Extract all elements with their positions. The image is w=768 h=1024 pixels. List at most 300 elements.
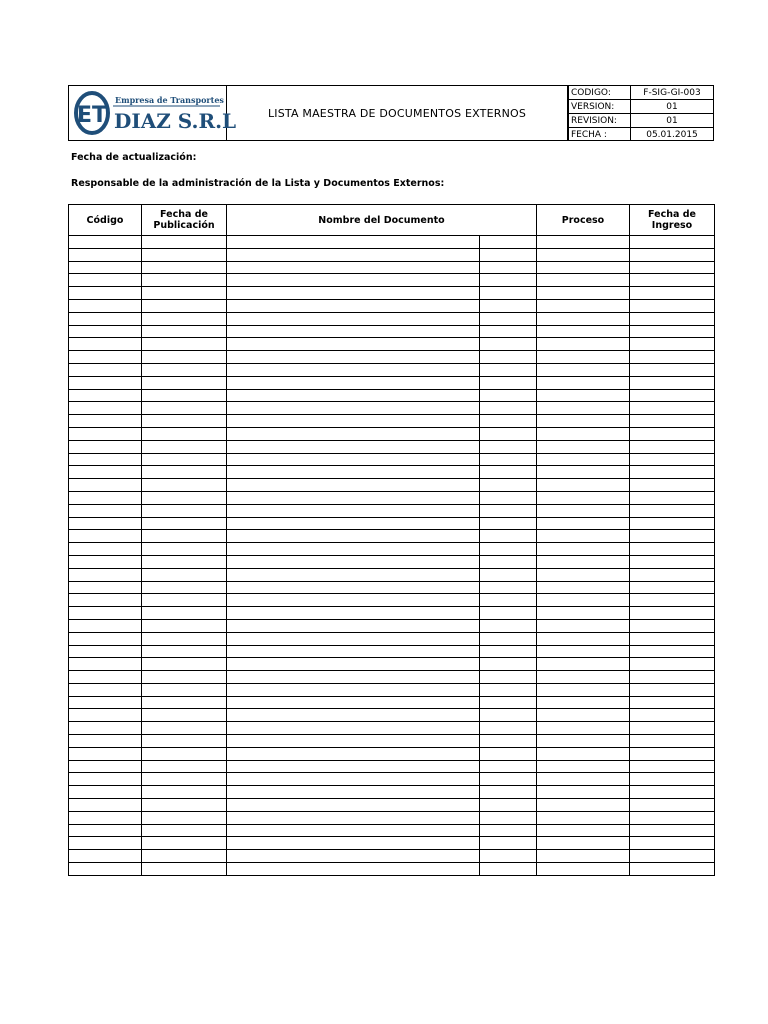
table-cell[interactable] bbox=[630, 722, 715, 735]
table-cell[interactable] bbox=[142, 581, 227, 594]
table-cell[interactable] bbox=[69, 709, 142, 722]
table-cell[interactable] bbox=[69, 594, 142, 607]
table-cell[interactable] bbox=[480, 466, 537, 479]
table-cell[interactable] bbox=[227, 850, 480, 863]
table-cell[interactable] bbox=[630, 530, 715, 543]
table-cell[interactable] bbox=[537, 722, 630, 735]
table-cell[interactable] bbox=[142, 619, 227, 632]
table-cell[interactable] bbox=[537, 747, 630, 760]
table-cell[interactable] bbox=[630, 248, 715, 261]
table-cell[interactable] bbox=[480, 351, 537, 364]
table-cell[interactable] bbox=[537, 479, 630, 492]
table-cell[interactable] bbox=[227, 863, 480, 876]
table-cell[interactable] bbox=[142, 376, 227, 389]
table-cell[interactable] bbox=[227, 722, 480, 735]
table-cell[interactable] bbox=[69, 747, 142, 760]
table-cell[interactable] bbox=[69, 735, 142, 748]
table-cell[interactable] bbox=[227, 773, 480, 786]
table-cell[interactable] bbox=[537, 453, 630, 466]
table-cell[interactable] bbox=[630, 683, 715, 696]
table-cell[interactable] bbox=[69, 261, 142, 274]
table-cell[interactable] bbox=[227, 799, 480, 812]
table-cell[interactable] bbox=[480, 440, 537, 453]
table-cell[interactable] bbox=[537, 863, 630, 876]
table-cell[interactable] bbox=[480, 811, 537, 824]
table-cell[interactable] bbox=[630, 479, 715, 492]
table-cell[interactable] bbox=[630, 837, 715, 850]
table-cell[interactable] bbox=[537, 683, 630, 696]
table-cell[interactable] bbox=[69, 619, 142, 632]
table-cell[interactable] bbox=[142, 863, 227, 876]
table-cell[interactable] bbox=[630, 747, 715, 760]
table-cell[interactable] bbox=[142, 299, 227, 312]
table-cell[interactable] bbox=[142, 402, 227, 415]
table-cell[interactable] bbox=[142, 696, 227, 709]
table-cell[interactable] bbox=[227, 338, 480, 351]
table-cell[interactable] bbox=[480, 338, 537, 351]
table-cell[interactable] bbox=[142, 389, 227, 402]
table-cell[interactable] bbox=[227, 261, 480, 274]
table-cell[interactable] bbox=[69, 351, 142, 364]
table-cell[interactable] bbox=[227, 632, 480, 645]
table-cell[interactable] bbox=[142, 837, 227, 850]
table-cell[interactable] bbox=[480, 325, 537, 338]
table-cell[interactable] bbox=[69, 696, 142, 709]
table-cell[interactable] bbox=[69, 402, 142, 415]
table-cell[interactable] bbox=[537, 811, 630, 824]
table-cell[interactable] bbox=[480, 261, 537, 274]
table-cell[interactable] bbox=[227, 594, 480, 607]
table-cell[interactable] bbox=[630, 415, 715, 428]
table-cell[interactable] bbox=[227, 760, 480, 773]
table-cell[interactable] bbox=[69, 504, 142, 517]
table-cell[interactable] bbox=[69, 645, 142, 658]
table-cell[interactable] bbox=[142, 466, 227, 479]
table-cell[interactable] bbox=[69, 479, 142, 492]
table-cell[interactable] bbox=[142, 645, 227, 658]
table-cell[interactable] bbox=[227, 671, 480, 684]
table-cell[interactable] bbox=[480, 312, 537, 325]
table-cell[interactable] bbox=[227, 453, 480, 466]
table-cell[interactable] bbox=[227, 555, 480, 568]
table-cell[interactable] bbox=[537, 530, 630, 543]
table-cell[interactable] bbox=[69, 683, 142, 696]
table-cell[interactable] bbox=[537, 274, 630, 287]
table-cell[interactable] bbox=[480, 850, 537, 863]
table-cell[interactable] bbox=[69, 325, 142, 338]
table-cell[interactable] bbox=[480, 594, 537, 607]
table-cell[interactable] bbox=[69, 338, 142, 351]
table-cell[interactable] bbox=[537, 581, 630, 594]
table-cell[interactable] bbox=[227, 517, 480, 530]
table-cell[interactable] bbox=[227, 491, 480, 504]
table-cell[interactable] bbox=[69, 466, 142, 479]
table-cell[interactable] bbox=[630, 632, 715, 645]
table-cell[interactable] bbox=[630, 389, 715, 402]
table-cell[interactable] bbox=[142, 453, 227, 466]
table-cell[interactable] bbox=[480, 607, 537, 620]
table-cell[interactable] bbox=[69, 363, 142, 376]
table-cell[interactable] bbox=[480, 517, 537, 530]
table-cell[interactable] bbox=[480, 709, 537, 722]
table-cell[interactable] bbox=[227, 363, 480, 376]
table-cell[interactable] bbox=[537, 709, 630, 722]
table-cell[interactable] bbox=[480, 645, 537, 658]
table-cell[interactable] bbox=[480, 389, 537, 402]
table-cell[interactable] bbox=[69, 274, 142, 287]
table-cell[interactable] bbox=[630, 824, 715, 837]
table-cell[interactable] bbox=[480, 568, 537, 581]
table-cell[interactable] bbox=[227, 287, 480, 300]
table-cell[interactable] bbox=[537, 837, 630, 850]
table-cell[interactable] bbox=[227, 645, 480, 658]
table-cell[interactable] bbox=[69, 299, 142, 312]
table-cell[interactable] bbox=[227, 312, 480, 325]
table-cell[interactable] bbox=[537, 312, 630, 325]
table-cell[interactable] bbox=[630, 786, 715, 799]
table-cell[interactable] bbox=[480, 760, 537, 773]
table-cell[interactable] bbox=[142, 440, 227, 453]
table-cell[interactable] bbox=[537, 325, 630, 338]
table-cell[interactable] bbox=[537, 248, 630, 261]
table-cell[interactable] bbox=[480, 555, 537, 568]
table-cell[interactable] bbox=[142, 709, 227, 722]
table-cell[interactable] bbox=[69, 248, 142, 261]
table-cell[interactable] bbox=[480, 287, 537, 300]
table-cell[interactable] bbox=[630, 402, 715, 415]
table-cell[interactable] bbox=[227, 479, 480, 492]
table-cell[interactable] bbox=[537, 389, 630, 402]
table-cell[interactable] bbox=[142, 850, 227, 863]
table-cell[interactable] bbox=[537, 440, 630, 453]
table-cell[interactable] bbox=[480, 683, 537, 696]
table-cell[interactable] bbox=[227, 543, 480, 556]
table-cell[interactable] bbox=[227, 696, 480, 709]
table-cell[interactable] bbox=[69, 427, 142, 440]
table-cell[interactable] bbox=[630, 671, 715, 684]
table-cell[interactable] bbox=[227, 274, 480, 287]
table-cell[interactable] bbox=[480, 863, 537, 876]
table-cell[interactable] bbox=[142, 735, 227, 748]
table-cell[interactable] bbox=[630, 466, 715, 479]
table-cell[interactable] bbox=[630, 696, 715, 709]
table-cell[interactable] bbox=[630, 440, 715, 453]
table-cell[interactable] bbox=[69, 415, 142, 428]
table-cell[interactable] bbox=[480, 274, 537, 287]
table-cell[interactable] bbox=[630, 363, 715, 376]
table-cell[interactable] bbox=[537, 671, 630, 684]
table-cell[interactable] bbox=[537, 299, 630, 312]
table-cell[interactable] bbox=[537, 517, 630, 530]
table-cell[interactable] bbox=[537, 543, 630, 556]
table-cell[interactable] bbox=[480, 453, 537, 466]
table-cell[interactable] bbox=[630, 236, 715, 249]
table-cell[interactable] bbox=[480, 299, 537, 312]
table-cell[interactable] bbox=[537, 236, 630, 249]
table-cell[interactable] bbox=[630, 773, 715, 786]
table-cell[interactable] bbox=[537, 658, 630, 671]
table-cell[interactable] bbox=[630, 760, 715, 773]
table-cell[interactable] bbox=[142, 760, 227, 773]
table-cell[interactable] bbox=[142, 607, 227, 620]
table-cell[interactable] bbox=[227, 389, 480, 402]
table-cell[interactable] bbox=[537, 824, 630, 837]
table-cell[interactable] bbox=[630, 312, 715, 325]
table-cell[interactable] bbox=[227, 376, 480, 389]
table-cell[interactable] bbox=[630, 811, 715, 824]
table-cell[interactable] bbox=[537, 786, 630, 799]
table-cell[interactable] bbox=[630, 274, 715, 287]
table-cell[interactable] bbox=[227, 683, 480, 696]
table-cell[interactable] bbox=[69, 760, 142, 773]
table-cell[interactable] bbox=[537, 645, 630, 658]
table-cell[interactable] bbox=[142, 555, 227, 568]
table-cell[interactable] bbox=[480, 773, 537, 786]
table-cell[interactable] bbox=[480, 376, 537, 389]
table-cell[interactable] bbox=[480, 696, 537, 709]
table-cell[interactable] bbox=[630, 658, 715, 671]
table-cell[interactable] bbox=[69, 287, 142, 300]
table-cell[interactable] bbox=[480, 427, 537, 440]
table-cell[interactable] bbox=[142, 363, 227, 376]
table-cell[interactable] bbox=[69, 453, 142, 466]
table-cell[interactable] bbox=[142, 632, 227, 645]
table-cell[interactable] bbox=[142, 799, 227, 812]
table-cell[interactable] bbox=[69, 568, 142, 581]
table-cell[interactable] bbox=[537, 555, 630, 568]
table-cell[interactable] bbox=[630, 709, 715, 722]
table-cell[interactable] bbox=[227, 440, 480, 453]
table-cell[interactable] bbox=[537, 338, 630, 351]
table-cell[interactable] bbox=[69, 581, 142, 594]
table-cell[interactable] bbox=[142, 811, 227, 824]
table-cell[interactable] bbox=[142, 504, 227, 517]
table-cell[interactable] bbox=[142, 312, 227, 325]
table-cell[interactable] bbox=[227, 811, 480, 824]
table-cell[interactable] bbox=[142, 722, 227, 735]
table-cell[interactable] bbox=[142, 786, 227, 799]
table-cell[interactable] bbox=[227, 402, 480, 415]
table-cell[interactable] bbox=[480, 415, 537, 428]
table-cell[interactable] bbox=[537, 632, 630, 645]
table-cell[interactable] bbox=[537, 607, 630, 620]
table-cell[interactable] bbox=[480, 722, 537, 735]
table-cell[interactable] bbox=[630, 645, 715, 658]
table-cell[interactable] bbox=[630, 735, 715, 748]
table-cell[interactable] bbox=[227, 299, 480, 312]
table-cell[interactable] bbox=[480, 747, 537, 760]
table-cell[interactable] bbox=[69, 658, 142, 671]
table-cell[interactable] bbox=[142, 287, 227, 300]
table-cell[interactable] bbox=[537, 594, 630, 607]
table-cell[interactable] bbox=[480, 658, 537, 671]
table-cell[interactable] bbox=[142, 248, 227, 261]
table-cell[interactable] bbox=[142, 671, 227, 684]
table-cell[interactable] bbox=[537, 773, 630, 786]
table-cell[interactable] bbox=[69, 850, 142, 863]
table-cell[interactable] bbox=[227, 581, 480, 594]
table-cell[interactable] bbox=[630, 581, 715, 594]
table-cell[interactable] bbox=[537, 351, 630, 364]
table-cell[interactable] bbox=[69, 376, 142, 389]
table-cell[interactable] bbox=[630, 351, 715, 364]
table-cell[interactable] bbox=[630, 325, 715, 338]
table-cell[interactable] bbox=[227, 530, 480, 543]
table-cell[interactable] bbox=[142, 683, 227, 696]
table-cell[interactable] bbox=[630, 287, 715, 300]
table-cell[interactable] bbox=[142, 773, 227, 786]
table-cell[interactable] bbox=[142, 479, 227, 492]
table-cell[interactable] bbox=[537, 799, 630, 812]
table-cell[interactable] bbox=[630, 850, 715, 863]
table-cell[interactable] bbox=[69, 555, 142, 568]
table-cell[interactable] bbox=[227, 466, 480, 479]
table-cell[interactable] bbox=[630, 607, 715, 620]
table-cell[interactable] bbox=[142, 491, 227, 504]
table-cell[interactable] bbox=[537, 287, 630, 300]
table-cell[interactable] bbox=[142, 415, 227, 428]
table-cell[interactable] bbox=[480, 504, 537, 517]
table-cell[interactable] bbox=[69, 811, 142, 824]
table-cell[interactable] bbox=[630, 594, 715, 607]
table-cell[interactable] bbox=[537, 376, 630, 389]
table-cell[interactable] bbox=[227, 607, 480, 620]
table-cell[interactable] bbox=[227, 619, 480, 632]
table-cell[interactable] bbox=[630, 299, 715, 312]
table-cell[interactable] bbox=[480, 236, 537, 249]
table-cell[interactable] bbox=[227, 325, 480, 338]
table-cell[interactable] bbox=[537, 402, 630, 415]
table-cell[interactable] bbox=[142, 236, 227, 249]
table-cell[interactable] bbox=[142, 274, 227, 287]
table-cell[interactable] bbox=[630, 427, 715, 440]
table-cell[interactable] bbox=[480, 786, 537, 799]
table-cell[interactable] bbox=[142, 594, 227, 607]
table-cell[interactable] bbox=[537, 427, 630, 440]
table-cell[interactable] bbox=[69, 543, 142, 556]
table-cell[interactable] bbox=[480, 248, 537, 261]
table-cell[interactable] bbox=[537, 415, 630, 428]
table-cell[interactable] bbox=[480, 402, 537, 415]
table-cell[interactable] bbox=[69, 517, 142, 530]
table-cell[interactable] bbox=[480, 799, 537, 812]
table-cell[interactable] bbox=[69, 722, 142, 735]
table-cell[interactable] bbox=[537, 466, 630, 479]
table-cell[interactable] bbox=[537, 568, 630, 581]
table-cell[interactable] bbox=[480, 363, 537, 376]
table-cell[interactable] bbox=[537, 261, 630, 274]
table-cell[interactable] bbox=[142, 568, 227, 581]
table-cell[interactable] bbox=[480, 619, 537, 632]
table-cell[interactable] bbox=[69, 530, 142, 543]
table-cell[interactable] bbox=[630, 261, 715, 274]
table-cell[interactable] bbox=[142, 747, 227, 760]
table-cell[interactable] bbox=[69, 632, 142, 645]
table-cell[interactable] bbox=[227, 504, 480, 517]
table-cell[interactable] bbox=[142, 261, 227, 274]
table-cell[interactable] bbox=[227, 747, 480, 760]
table-cell[interactable] bbox=[142, 530, 227, 543]
table-cell[interactable] bbox=[537, 363, 630, 376]
table-cell[interactable] bbox=[227, 427, 480, 440]
table-cell[interactable] bbox=[227, 786, 480, 799]
table-cell[interactable] bbox=[69, 491, 142, 504]
table-cell[interactable] bbox=[480, 479, 537, 492]
table-cell[interactable] bbox=[227, 658, 480, 671]
table-cell[interactable] bbox=[630, 799, 715, 812]
table-cell[interactable] bbox=[537, 696, 630, 709]
table-cell[interactable] bbox=[69, 863, 142, 876]
table-cell[interactable] bbox=[537, 619, 630, 632]
table-cell[interactable] bbox=[227, 837, 480, 850]
table-cell[interactable] bbox=[227, 735, 480, 748]
table-cell[interactable] bbox=[480, 824, 537, 837]
table-cell[interactable] bbox=[142, 543, 227, 556]
table-cell[interactable] bbox=[537, 491, 630, 504]
table-cell[interactable] bbox=[69, 389, 142, 402]
table-cell[interactable] bbox=[142, 325, 227, 338]
table-cell[interactable] bbox=[69, 236, 142, 249]
table-cell[interactable] bbox=[142, 517, 227, 530]
table-cell[interactable] bbox=[630, 863, 715, 876]
table-cell[interactable] bbox=[69, 773, 142, 786]
table-cell[interactable] bbox=[142, 338, 227, 351]
table-cell[interactable] bbox=[537, 504, 630, 517]
table-cell[interactable] bbox=[69, 671, 142, 684]
table-cell[interactable] bbox=[69, 799, 142, 812]
table-cell[interactable] bbox=[630, 376, 715, 389]
table-cell[interactable] bbox=[142, 824, 227, 837]
table-cell[interactable] bbox=[142, 351, 227, 364]
table-cell[interactable] bbox=[630, 543, 715, 556]
table-cell[interactable] bbox=[227, 415, 480, 428]
table-cell[interactable] bbox=[537, 850, 630, 863]
table-cell[interactable] bbox=[480, 837, 537, 850]
table-cell[interactable] bbox=[69, 786, 142, 799]
table-cell[interactable] bbox=[142, 658, 227, 671]
table-cell[interactable] bbox=[630, 453, 715, 466]
table-cell[interactable] bbox=[227, 351, 480, 364]
table-cell[interactable] bbox=[227, 236, 480, 249]
table-cell[interactable] bbox=[480, 735, 537, 748]
table-cell[interactable] bbox=[69, 312, 142, 325]
table-cell[interactable] bbox=[227, 709, 480, 722]
table-cell[interactable] bbox=[480, 671, 537, 684]
table-cell[interactable] bbox=[227, 248, 480, 261]
table-cell[interactable] bbox=[480, 581, 537, 594]
table-cell[interactable] bbox=[69, 607, 142, 620]
table-cell[interactable] bbox=[630, 517, 715, 530]
table-cell[interactable] bbox=[69, 440, 142, 453]
table-cell[interactable] bbox=[480, 491, 537, 504]
table-cell[interactable] bbox=[537, 735, 630, 748]
table-cell[interactable] bbox=[480, 543, 537, 556]
table-cell[interactable] bbox=[480, 530, 537, 543]
table-cell[interactable] bbox=[69, 824, 142, 837]
table-cell[interactable] bbox=[630, 619, 715, 632]
table-cell[interactable] bbox=[630, 491, 715, 504]
table-cell[interactable] bbox=[537, 760, 630, 773]
table-cell[interactable] bbox=[227, 568, 480, 581]
table-cell[interactable] bbox=[69, 837, 142, 850]
table-cell[interactable] bbox=[630, 338, 715, 351]
table-cell[interactable] bbox=[630, 555, 715, 568]
table-cell[interactable] bbox=[630, 504, 715, 517]
table-cell[interactable] bbox=[480, 632, 537, 645]
table-cell[interactable] bbox=[630, 568, 715, 581]
table-cell[interactable] bbox=[227, 824, 480, 837]
table-cell[interactable] bbox=[142, 427, 227, 440]
